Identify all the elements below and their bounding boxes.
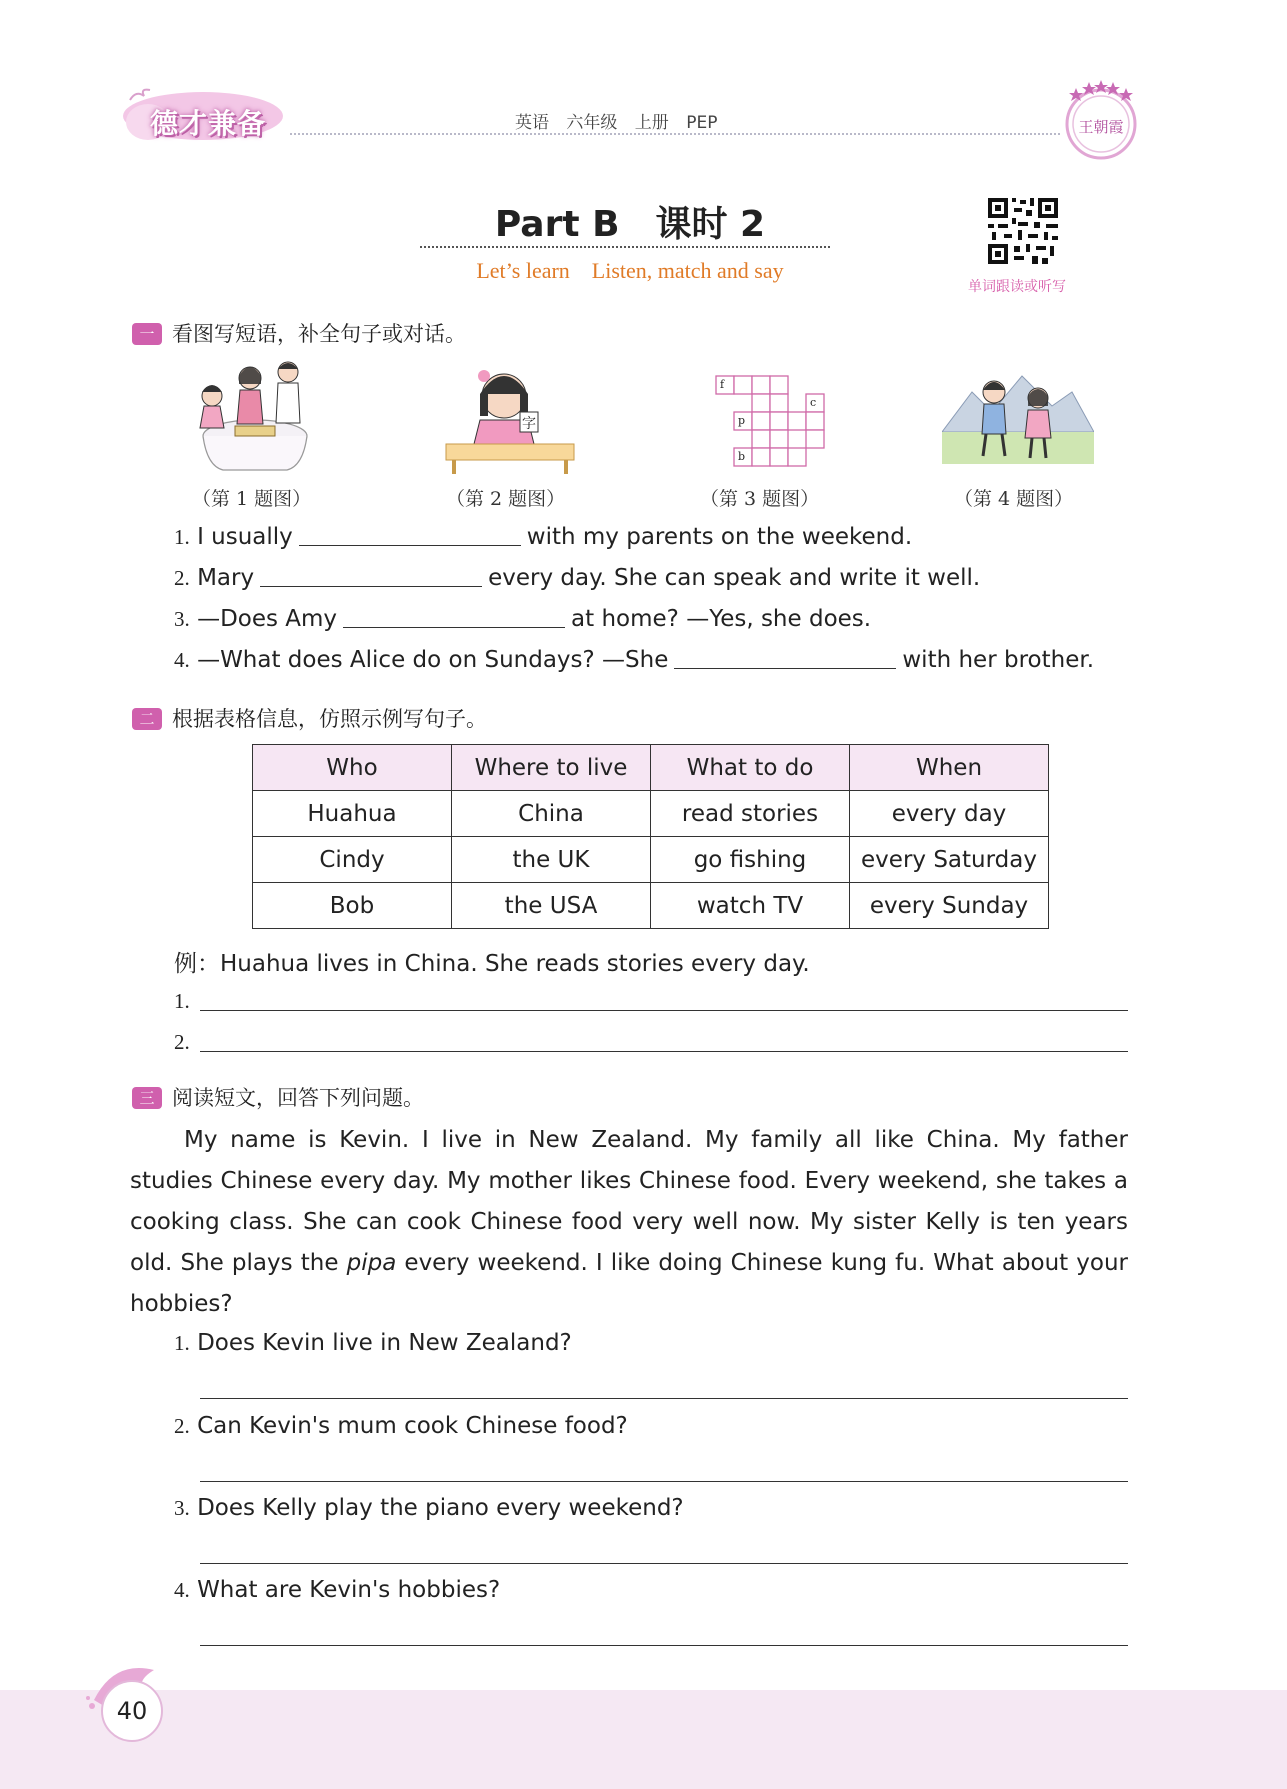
caption-3: （第 3 题图） bbox=[700, 488, 820, 510]
s1-q1-blank[interactable] bbox=[299, 525, 521, 546]
table-cell: every Saturday bbox=[850, 837, 1049, 883]
table-row bbox=[253, 883, 1049, 929]
section-3-heading bbox=[132, 1082, 424, 1112]
example-sentence: 例：Huahua lives in China. She reads stories every day. bbox=[174, 951, 810, 977]
title-divider bbox=[420, 246, 830, 248]
book-info: 英语 六年级 上册 PEP bbox=[515, 113, 718, 133]
table-cell: read stories bbox=[651, 791, 850, 837]
brand-logo-text: 德才兼备 bbox=[150, 107, 267, 140]
section-2-heading bbox=[132, 703, 487, 733]
table-cell: China bbox=[452, 791, 651, 837]
s1-q2-blank[interactable] bbox=[260, 566, 482, 587]
info-table bbox=[252, 744, 1049, 929]
s1-question-1: 1. I usually with my parents on the weekend. bbox=[174, 524, 913, 550]
table-cell: Bob bbox=[253, 883, 452, 929]
svg-text:f: f bbox=[720, 378, 725, 391]
s2-answer-line-2[interactable] bbox=[200, 1051, 1128, 1052]
table-cell: go fishing bbox=[651, 837, 850, 883]
table-cell: Huahua bbox=[253, 791, 452, 837]
svg-text:c: c bbox=[810, 396, 817, 409]
table-cell: the UK bbox=[452, 837, 651, 883]
table-header-row bbox=[253, 745, 1049, 791]
s3-answer-line-2[interactable] bbox=[200, 1481, 1128, 1482]
caption-4: （第 4 题图） bbox=[954, 488, 1074, 510]
s1-question-3: 3. —Does Amy at home? —Yes, she does. bbox=[174, 606, 872, 632]
table-cell: every day bbox=[850, 791, 1049, 837]
s3-question-1: 1. Does Kevin live in New Zealand? bbox=[174, 1330, 572, 1356]
page-title: Part B 课时 2 bbox=[494, 204, 766, 245]
table-row bbox=[253, 791, 1049, 837]
svg-text:p: p bbox=[738, 414, 746, 427]
page-number: 40 bbox=[101, 1680, 163, 1742]
lesson-subtitle: Let’s learn Listen, match and say bbox=[476, 258, 784, 283]
s1-q4-blank[interactable] bbox=[674, 648, 896, 669]
section-1-title: 看图写短语，补全句子或对话。 bbox=[172, 322, 466, 346]
table-header: Who bbox=[253, 745, 452, 791]
table-cell: watch TV bbox=[651, 883, 850, 929]
table-cell: the USA bbox=[452, 883, 651, 929]
table-row bbox=[253, 837, 1049, 883]
caption-1: （第 1 题图） bbox=[192, 488, 312, 510]
svg-text:b: b bbox=[738, 450, 746, 463]
section-3-title: 阅读短文，回答下列问题。 bbox=[172, 1086, 424, 1110]
s1-question-4: 4. —What does Alice do on Sundays? —She with her brother. bbox=[174, 647, 1095, 673]
picture-3-crossword bbox=[714, 374, 834, 474]
table-header: What to do bbox=[651, 745, 850, 791]
s3-answer-line-1[interactable] bbox=[200, 1398, 1128, 1399]
section-2-number: 二 bbox=[132, 708, 162, 730]
section-3-number: 三 bbox=[132, 1087, 162, 1109]
picture-1-family-cooking bbox=[190, 356, 320, 476]
s3-question-4: 4. What are Kevin's hobbies? bbox=[174, 1577, 501, 1603]
section-1-number: 一 bbox=[132, 323, 162, 345]
footer-band bbox=[0, 1690, 1287, 1789]
s3-question-2: 2. Can Kevin's mum cook Chinese food? bbox=[174, 1413, 628, 1439]
qr-label: 单词跟读或听写 bbox=[968, 279, 1066, 295]
caption-2: （第 2 题图） bbox=[446, 488, 566, 510]
author-badge bbox=[1062, 78, 1140, 166]
s1-question-2: 2. Mary every day. She can speak and write it well. bbox=[174, 565, 981, 591]
picture-2-girl-writing bbox=[444, 364, 576, 474]
table-cell: Cindy bbox=[253, 837, 452, 883]
s3-question-3: 3. Does Kelly play the piano every weekend? bbox=[174, 1495, 684, 1521]
svg-text:字: 字 bbox=[522, 416, 536, 432]
section-2-title: 根据表格信息，仿照示例写句子。 bbox=[172, 707, 487, 731]
svg-text:王朝霞: 王朝霞 bbox=[1078, 118, 1124, 136]
s1-q3-blank[interactable] bbox=[343, 607, 565, 628]
s2-answer-line-1[interactable] bbox=[200, 1010, 1128, 1011]
section-1-heading bbox=[132, 318, 466, 348]
reading-passage: My name is Kevin. I live in New Zealand. My family all like China. My father studies Chinese every day. My mother likes Chinese food. Every weekend, she takes a cooking class. She can cook Chinese food very well now. My sister Kelly is ten years old. She plays the pipa every weekend. I like doing Chinese kung fu. What about your hobbies? bbox=[130, 1127, 1129, 1317]
s2-line-1-num: 1. bbox=[174, 989, 190, 1013]
header-divider bbox=[290, 133, 1060, 135]
table-header: Where to live bbox=[452, 745, 651, 791]
s3-answer-line-3[interactable] bbox=[200, 1563, 1128, 1564]
s3-answer-line-4[interactable] bbox=[200, 1645, 1128, 1646]
table-header: When bbox=[850, 745, 1049, 791]
s2-line-2-num: 2. bbox=[174, 1030, 190, 1054]
table-cell: every Sunday bbox=[850, 883, 1049, 929]
qr-code[interactable] bbox=[984, 194, 1062, 268]
picture-4-hiking bbox=[942, 362, 1094, 474]
